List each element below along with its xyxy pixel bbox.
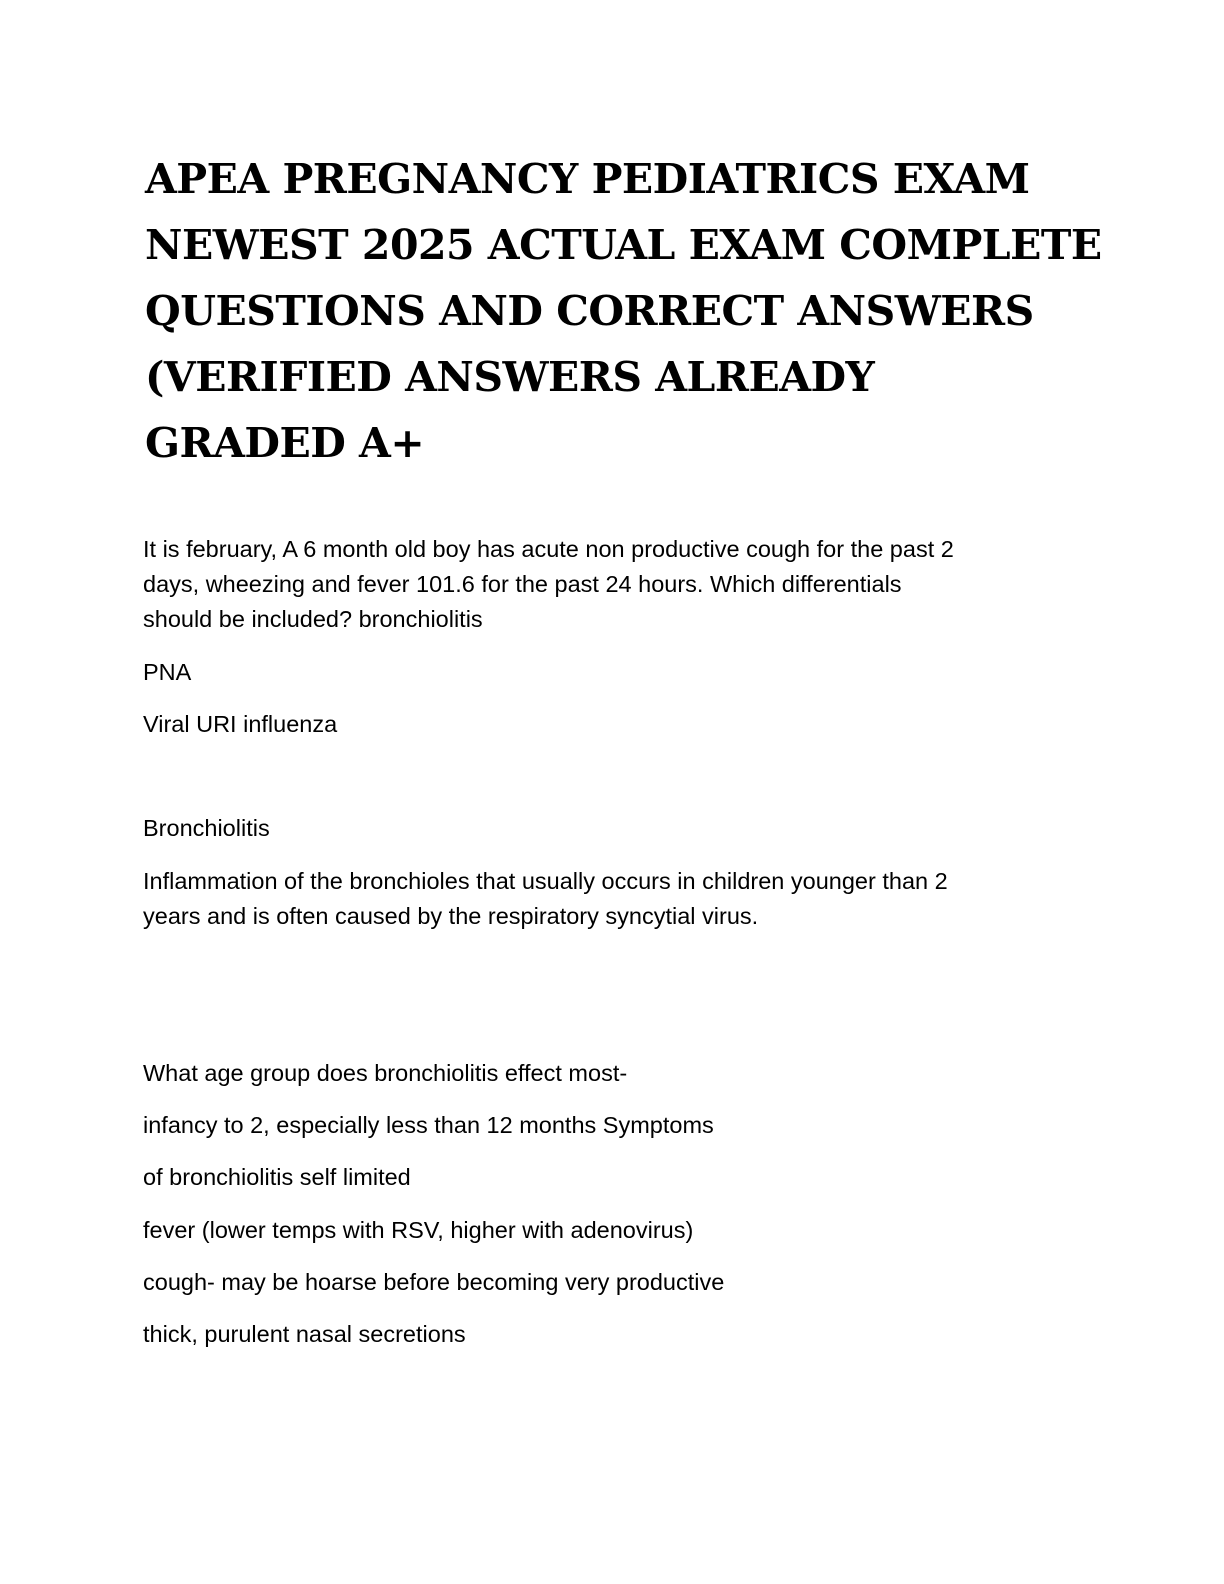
title-line: APEA PREGNANCY PEDIATRICS EXAM — [145, 155, 1030, 203]
title-line: QUESTIONS AND CORRECT ANSWERS — [145, 287, 1034, 335]
answer-text-line: Viral URI influenza — [143, 711, 338, 737]
question-text-line: days, wheezing and fever 101.6 for the past 24 hours. Which differentials — [143, 571, 902, 597]
title-line: NEWEST 2025 ACTUAL EXAM COMPLETE — [145, 221, 1102, 269]
answer-text-line: fever (lower temps with RSV, higher with adenovirus) — [143, 1217, 694, 1243]
definition-text-line: years and is often caused by the respiratory syncytial virus. — [143, 903, 759, 929]
title-line: (VERIFIED ANSWERS ALREADY — [145, 353, 875, 401]
answer-text-line: thick, purulent nasal secretions — [143, 1321, 466, 1347]
question-text-line: What age group does bronchiolitis effect most- — [143, 1060, 628, 1086]
answer-text-line: infancy to 2, especially less than 12 months Symptoms — [143, 1112, 714, 1138]
document-title — [145, 146, 1105, 476]
question-text-line: should be included? bronchiolitis — [143, 606, 483, 632]
title-line: GRADED A+ — [145, 419, 425, 467]
answer-text-line: PNA — [143, 659, 192, 685]
answer-text-line: cough- may be hoarse before becoming very productive — [143, 1269, 725, 1295]
answer-text-line: of bronchiolitis self limited — [143, 1164, 411, 1190]
term-text-line: Bronchiolitis — [143, 815, 270, 841]
definition-text-line: Inflammation of the bronchioles that usually occurs in children younger than 2 — [143, 868, 948, 894]
question-text-line: It is february, A 6 month old boy has acute non productive cough for the past 2 — [143, 536, 954, 562]
